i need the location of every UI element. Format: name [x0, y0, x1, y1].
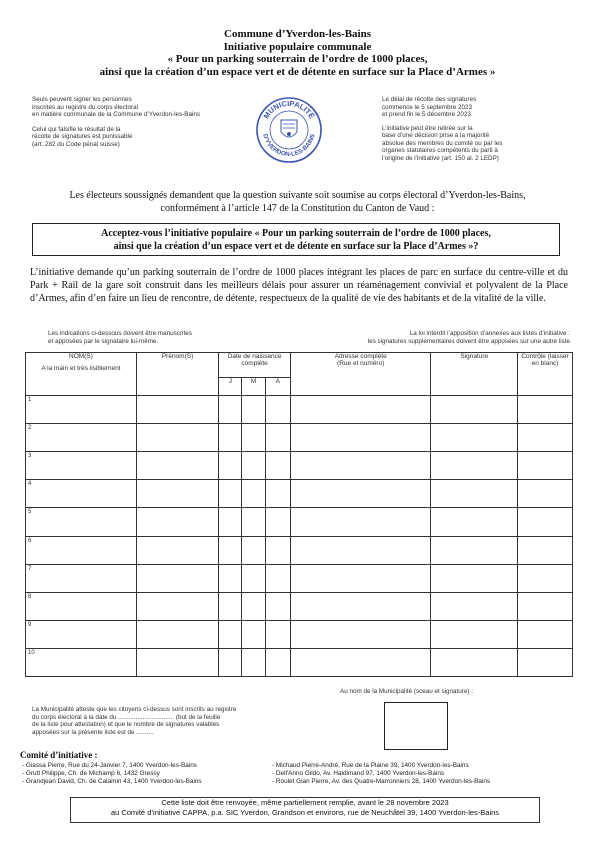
signature-cell[interactable]	[518, 452, 573, 480]
note-line: absolue des membres du comité ou par les	[382, 139, 503, 147]
note-line: organes statutaires compétents du parti à	[382, 147, 498, 154]
comite-right-list	[272, 762, 572, 786]
table-row	[26, 620, 573, 648]
signature-cell[interactable]	[242, 424, 265, 452]
signature-cell[interactable]	[136, 452, 218, 480]
row-number: 9	[28, 621, 32, 628]
signature-cell[interactable]	[265, 508, 290, 536]
signature-cell[interactable]	[518, 564, 573, 592]
table-note-left	[48, 330, 278, 345]
signature-cell[interactable]	[291, 648, 431, 676]
signature-cell[interactable]	[518, 592, 573, 620]
row-number: 8	[28, 593, 32, 600]
signature-cell[interactable]	[265, 620, 290, 648]
comite-member: - Grandjean David, Ch. de Calamin 43, 1400 Yverdon-les-Bains	[22, 778, 202, 785]
signature-cell[interactable]	[219, 396, 242, 424]
col-header-prenom: Prénom(S)	[136, 353, 218, 396]
header-commune: Commune d’Yverdon-les-Bains	[224, 28, 371, 40]
signature-cell[interactable]	[136, 592, 218, 620]
comite-left-list	[22, 762, 272, 786]
col-adresse-sub: (Rue et numéro)	[337, 360, 385, 367]
table-row	[26, 452, 573, 480]
comite-member: - Giassa Pierre, Rue du 24-Janvier 7, 1400 Yverdon-les-Bains	[22, 762, 198, 769]
col-header-signature: Signature	[431, 353, 518, 396]
signature-cell[interactable]	[136, 396, 218, 424]
intro-text	[20, 189, 575, 215]
note-line: récolte de signatures est punissable	[32, 133, 133, 140]
signature-cell[interactable]	[291, 480, 431, 508]
signature-cell[interactable]	[219, 620, 242, 648]
signature-cell[interactable]	[431, 536, 518, 564]
signature-cell[interactable]	[242, 480, 265, 508]
table-row	[26, 508, 573, 536]
signature-cell[interactable]	[242, 396, 265, 424]
signature-cell[interactable]	[291, 396, 431, 424]
note-line: Celui qui falsifie le résultat de la	[32, 125, 121, 133]
row-number-cell[interactable]	[26, 452, 137, 480]
signature-cell[interactable]	[291, 592, 431, 620]
signature-cell[interactable]	[431, 396, 518, 424]
row-number-cell[interactable]	[26, 424, 137, 452]
signature-cell[interactable]	[291, 620, 431, 648]
signature-cell[interactable]	[431, 648, 518, 676]
header-initiative: Initiative populaire communale	[223, 40, 372, 53]
row-number: 10	[28, 649, 35, 656]
signature-cell[interactable]	[431, 424, 518, 452]
document-header	[0, 28, 595, 78]
attestation-line: (but de la feuille	[175, 713, 221, 721]
signature-cell[interactable]	[242, 648, 265, 676]
signature-cell[interactable]	[265, 592, 290, 620]
intro-line: Les électeurs soussignés demandent que la question suivante soit soumise au corps électoral d’Yverdon-les-Bains,	[69, 190, 526, 201]
note-line: les signatures supplémentaires doivent être apposées sur une autre liste	[367, 337, 570, 345]
signature-cell[interactable]	[219, 592, 242, 620]
footer-box	[70, 797, 540, 823]
signature-cell[interactable]	[242, 620, 265, 648]
signature-cell[interactable]	[431, 452, 518, 480]
table-row	[26, 396, 573, 424]
note-line: Le délai de récolte des signatures	[382, 96, 477, 103]
row-number: 2	[28, 425, 32, 432]
signature-cell[interactable]	[291, 508, 431, 536]
comite-member: - Dell'Anno Gildo, Av. Haldimand 97, 1400 Yverdon-les-Bains	[272, 770, 445, 777]
signature-cell[interactable]	[518, 620, 573, 648]
col-header-j: J	[219, 378, 242, 396]
row-number: 7	[28, 565, 32, 572]
signature-cell[interactable]	[219, 424, 242, 452]
signature-cell[interactable]	[291, 536, 431, 564]
signature-cell[interactable]	[242, 508, 265, 536]
note-line: et apposées par le signataire lui-même.	[48, 337, 159, 345]
row-number: 3	[28, 453, 32, 460]
comite-member: - Grutt Philippe, Ch. de Michamp 6, 1432 Gressy	[22, 770, 160, 777]
table-row	[26, 592, 573, 620]
signature-cell[interactable]	[219, 508, 242, 536]
question-line: ainsi que la création d’un espace vert et de détente en surface sur la Place d’Armes »?	[113, 241, 479, 252]
signature-cell[interactable]	[242, 536, 265, 564]
note-line: Les indications ci-dessous doivent être manuscrites	[48, 330, 192, 337]
signature-cell[interactable]	[136, 508, 218, 536]
signature-cell[interactable]	[518, 648, 573, 676]
row-number-cell[interactable]	[26, 536, 137, 564]
signature-cell[interactable]	[136, 620, 218, 648]
col-header-m: M	[242, 378, 265, 396]
signature-cell[interactable]	[518, 424, 573, 452]
row-number-cell[interactable]	[26, 620, 137, 648]
row-number-cell[interactable]	[26, 480, 137, 508]
signature-cell[interactable]	[242, 452, 265, 480]
col-header-nom	[26, 353, 137, 396]
col-header-adresse	[291, 353, 431, 396]
signature-cell[interactable]	[518, 508, 573, 536]
col-nom-label: NOM(S)	[69, 353, 93, 360]
comite-member: - Roulet Gian Pierre, Av. des Quatre-Marronniers 28, 1400 Yverdon-les-Bains	[272, 778, 491, 785]
note-line: La loi interdit l’apposition d’annexes aux listes d’initiative :	[409, 330, 570, 337]
signature-cell[interactable]	[518, 396, 573, 424]
row-number: 6	[28, 537, 32, 544]
row-number: 5	[28, 509, 32, 516]
signature-cell[interactable]	[291, 452, 431, 480]
signature-cell[interactable]	[219, 536, 242, 564]
note-line: L’initiative peut être retirée sur la	[382, 124, 473, 132]
note-line: base d’une décision prise à la majorité	[382, 132, 490, 139]
col-nom-sub: A la main et très lisiblement	[41, 365, 121, 372]
row-number-cell[interactable]	[26, 396, 137, 424]
signature-cell[interactable]	[136, 564, 218, 592]
signature-cell[interactable]	[242, 592, 265, 620]
signature-cell[interactable]	[291, 424, 431, 452]
table-row	[26, 536, 573, 564]
header-title-line2: ainsi que la création d’un espace vert et de détente en surface sur la Place d’Armes »	[99, 65, 496, 78]
svg-text:MUNICIPALITÉ: MUNICIPALITÉ	[261, 98, 317, 121]
municipality-seal-box	[384, 702, 448, 750]
note-line: en matière communale de la Commune d’Yverdon-les-Bains	[32, 111, 200, 118]
note-line: Seuls peuvent signer les personnes	[32, 96, 132, 103]
row-number-cell[interactable]	[26, 508, 137, 536]
attestation-line: de la liste pour attestation) et que le nombre de signatures valables	[32, 721, 220, 728]
note-line: commence le 5 septembre 2023	[382, 103, 472, 111]
signature-cell[interactable]	[136, 536, 218, 564]
municipality-stamp	[255, 96, 323, 164]
left-notes	[32, 96, 242, 148]
signature-cell[interactable]	[291, 564, 431, 592]
row-number: 1	[28, 397, 32, 404]
table-row	[26, 424, 573, 452]
signature-cell[interactable]	[518, 480, 573, 508]
comite-title: Comité d’initiative :	[20, 750, 98, 760]
row-number-cell[interactable]	[26, 592, 137, 620]
table-row	[26, 480, 573, 508]
col-adresse-label: Adresse complète	[334, 353, 387, 360]
signature-cell[interactable]	[431, 480, 518, 508]
attestation-line: La Municipalité atteste que les citoyens ci-dessus sont inscrits au registre	[32, 706, 237, 713]
row-number-cell[interactable]	[26, 564, 137, 592]
signature-cell[interactable]	[219, 648, 242, 676]
header-title-line1: « Pour un parking souterrain de l’ordre de 1000 places,	[167, 53, 428, 65]
signature-cell[interactable]	[518, 536, 573, 564]
comite-member: - Michaud Pierre-André, Rue de la Plaine 39, 1400 Yverdon-les-Bains	[272, 762, 469, 769]
svg-text:D'YVERDON-LES-BAINS: D'YVERDON-LES-BAINS	[261, 133, 317, 159]
signature-cell[interactable]	[136, 480, 218, 508]
signature-cell[interactable]	[265, 648, 290, 676]
signature-cell[interactable]	[431, 620, 518, 648]
right-notes	[382, 96, 572, 162]
signature-cell[interactable]	[219, 480, 242, 508]
signature-cell[interactable]	[431, 508, 518, 536]
signature-cell[interactable]	[431, 564, 518, 592]
question-line: Acceptez-vous l’initiative populaire « Pour un parking souterrain de l’ordre de 1000 places,	[101, 228, 491, 239]
footer-line: au Comité d’initiative CAPPA, p.a. SIC Yverdon, Grandson et environs, rue de Neuchâtel 39, 1400 Yverdon-les-Bains	[110, 808, 500, 817]
signature-cell[interactable]	[265, 564, 290, 592]
signature-cell[interactable]	[265, 536, 290, 564]
row-number-cell[interactable]	[26, 648, 137, 676]
col-header-controle: Contrôle (laisser en blanc)	[518, 353, 573, 396]
signature-cell[interactable]	[265, 424, 290, 452]
intro-line: conformément à l’article 147 de la Constitution du Canton de Vaud :	[160, 203, 435, 214]
signature-cell[interactable]	[265, 452, 290, 480]
signature-cell[interactable]	[219, 452, 242, 480]
initiative-description: L’initiative demande qu’un parking souterrain de l’ordre de 1000 places intégrant les places de parc en surface du centre-ville et du Park + Rail de la gare soit construit dans les meilleurs délais pour assurer un réaménagement convivial et polyvalent de la Place d’Armes, afin d’en faire un lieu de rencontre, de détente, respectueux de la qualité de vie des habitants et de la vitalité de la ville.	[30, 267, 568, 304]
signature-table	[25, 352, 573, 677]
table-row	[26, 648, 573, 676]
signature-cell[interactable]	[136, 424, 218, 452]
row-number: 4	[28, 481, 32, 488]
signature-cell[interactable]	[136, 648, 218, 676]
signature-cell[interactable]	[265, 480, 290, 508]
attestation-line: apposées sur la présente liste est de	[32, 728, 135, 736]
note-line: (art. 282 du Code pénal suisse)	[32, 140, 120, 148]
municipality-attestation: La Municipalité atteste que les citoyens ci-dessus sont inscrits au registre du corps électoral à la date du ................................ (but de la feuille de la liste pour attestation) et que le nombre de signatures valables apposées sur la présente liste est de ..........	[32, 706, 332, 736]
note-line: l’origine de l’initiative (art. 150 al. 2 LEDP)	[382, 154, 499, 162]
signature-cell[interactable]	[265, 396, 290, 424]
table-row	[26, 564, 573, 592]
footer-line: Cette liste doit être renvoyée, même partiellement remplie, avant le 28 novembre 2023	[161, 798, 449, 807]
municipality-label: Au nom de la Municipalité (sceau et signature) :	[340, 688, 474, 695]
signature-cell[interactable]	[431, 592, 518, 620]
signature-cell[interactable]	[242, 564, 265, 592]
table-note-right	[300, 330, 570, 345]
signature-cell[interactable]	[219, 564, 242, 592]
note-line: inscrites au registre du corps électoral	[32, 103, 139, 111]
col-header-a: A	[265, 378, 290, 396]
question-box	[32, 223, 560, 256]
attestation-line: du corps électoral à la date du	[32, 713, 117, 721]
col-header-date: Date de naissance complète	[219, 353, 291, 378]
note-line: et prend fin le 5 décembre 2023	[382, 111, 471, 118]
